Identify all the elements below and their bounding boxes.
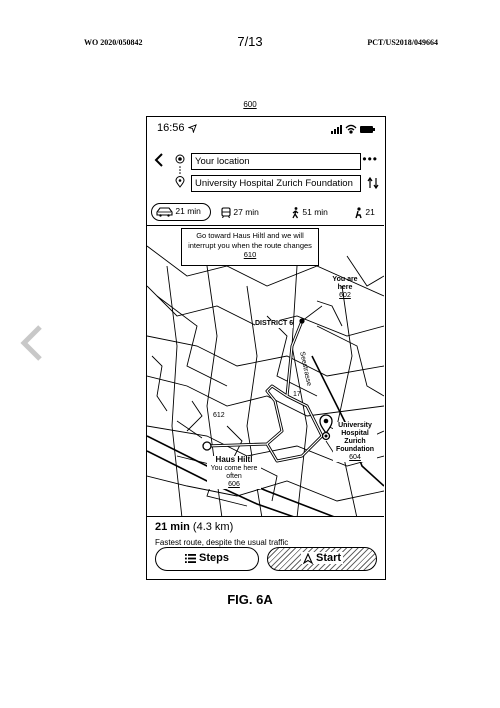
application-number: PCT/US2018/049664 — [367, 38, 438, 47]
route-duration: 21 min (4.3 km) — [155, 521, 234, 533]
destination-label: University Hospital Zurich Foundation 604 — [333, 422, 377, 462]
haus-hiltl-label: Haus Hiltl You come here often 606 — [207, 456, 261, 489]
mode-drive-tab[interactable] — [151, 203, 211, 221]
mode-transit-tab[interactable] — [221, 203, 259, 221]
route-summary — [155, 521, 379, 547]
haus-hiltl-marker — [203, 442, 211, 450]
mode-ride-label: 21 — [365, 207, 375, 217]
mode-walk-label: 51 min — [302, 207, 328, 217]
status-time: 16:56 — [157, 122, 197, 134]
route-note: Fastest route, despite the usual traffic — [155, 538, 289, 547]
district-label: DISTRICT 6 — [255, 320, 294, 327]
route-marker-number: 17 — [293, 391, 301, 398]
phone-screen — [146, 116, 386, 580]
battery-icon — [360, 126, 375, 133]
mode-transit-label: 27 min — [233, 207, 259, 217]
origin-dot-icon — [175, 154, 185, 164]
navigation-arrow-icon — [303, 553, 313, 564]
figure-caption: FIG. 6A — [227, 592, 273, 607]
destination-input[interactable]: University Hospital Zurich Foundation — [191, 175, 361, 192]
signal-icon — [331, 125, 342, 134]
more-options-button[interactable]: ••• — [362, 152, 378, 166]
walk-icon — [291, 207, 300, 219]
route-dots-icon — [179, 166, 181, 174]
street-map — [147, 226, 384, 517]
status-icons — [329, 123, 377, 135]
mode-drive-label: 21 min — [175, 206, 201, 216]
map-view[interactable] — [147, 225, 384, 517]
route-reference: 612 — [213, 412, 225, 419]
destination-pin-icon — [175, 176, 185, 188]
origin-input[interactable]: Your location — [191, 153, 361, 170]
list-icon — [185, 554, 196, 563]
back-arrow-icon[interactable] — [153, 153, 165, 167]
transit-icon — [221, 207, 231, 218]
steps-label: Steps — [199, 552, 230, 564]
reroute-banner: Go toward Haus Hiltl and we will interrupt you when the route changes 610 — [181, 228, 319, 266]
location-arrow-icon — [188, 124, 197, 133]
figure-reference: 600 — [243, 100, 257, 109]
swap-icon[interactable] — [367, 176, 379, 190]
start-label: Start — [316, 552, 342, 564]
mode-walk-tab[interactable] — [291, 203, 328, 221]
steps-button[interactable] — [155, 547, 259, 571]
car-icon — [156, 207, 173, 217]
page-number: 7/13 — [237, 34, 263, 49]
chevron-left-icon[interactable] — [14, 323, 50, 363]
street-label: Seestrasse — [298, 351, 313, 387]
travel-mode-bar — [151, 203, 381, 221]
publication-number: WO 2020/050842 — [84, 38, 143, 47]
you-are-here-label: You are here 602 — [332, 276, 358, 299]
ride-icon — [354, 207, 363, 219]
start-button[interactable] — [267, 547, 377, 571]
mode-ride-tab[interactable] — [354, 203, 375, 221]
wifi-icon — [346, 126, 356, 134]
